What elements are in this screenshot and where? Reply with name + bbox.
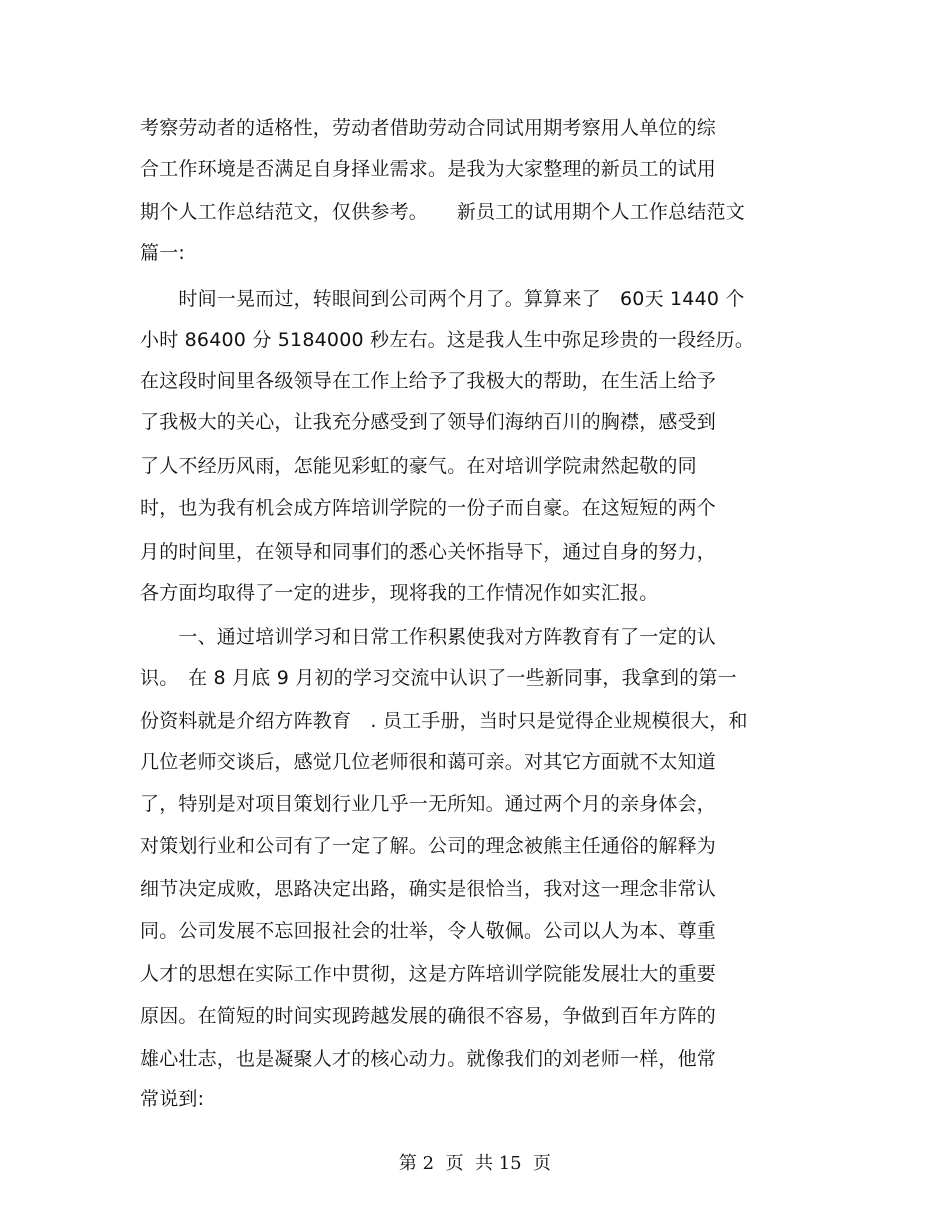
text-line: 时间一晃而过，转眼间到公司两个月了。算算来了 60天 1440 个 (140, 288, 745, 310)
text-line: 人才的思想在实际工作中贯彻，这是方阵培训学院能发展壮大的重要 (140, 963, 717, 985)
text-line: 份资料就是介绍方阵教育 . 员工手册，当时只是觉得企业规模很大，和 (140, 710, 748, 732)
text-line: 月的时间里，在领导和同事们的悉心关怀指导下，通过自身的努力， (140, 541, 717, 563)
text-line: 小时 86400 分 5184000 秒左右。这是我人生中弥足珍贵的一段经历。 (140, 329, 755, 351)
text-line: 原因。在简短的时间实现跨越发展的确很不容易，争做到百年方阵的 (140, 1005, 717, 1027)
text-line: 雄心壮志，也是凝聚人才的核心动力。就像我们的刘老师一样，他常 (140, 1048, 717, 1070)
text-line: 了我极大的关心，让我充分感受到了领导们海纳百川的胸襟，感受到 (140, 411, 717, 433)
text-line: 期个人工作总结范文，仅供参考。 新员工的试用期个人工作总结范文 (140, 201, 745, 223)
text-line: 几位老师交谈后，感觉几位老师很和蔼可亲。对其它方面就不太知道 (140, 751, 717, 773)
text-line: 识。 在 8 月底 9 月初的学习交流中认识了一些新同事，我拿到的第一 (140, 667, 737, 689)
text-line: 了人不经历风雨，怎能见彩虹的豪气。在对培训学院肃然起敬的同 (140, 455, 697, 477)
text-line: 一、通过培训学习和日常工作积累使我对方阵教育有了一定的认 (140, 626, 717, 648)
text-line: 考察劳动者的适格性，劳动者借助劳动合同试用期考察用人单位的综 (140, 117, 717, 139)
page-number-footer: 第 2 页 共 15 页 (398, 1153, 552, 1174)
text-line: 时，也为我有机会成方阵培训学院的一份子而自豪。在这短短的两个 (140, 497, 717, 519)
text-line: 各方面均取得了一定的进步，现将我的工作情况作如实汇报。 (140, 582, 659, 604)
text-line: 了，特别是对项目策划行业几乎一无所知。通过两个月的亲身体会， (140, 793, 717, 815)
text-line: 合工作环境是否满足自身择业需求。是我为大家整理的新员工的试用 (140, 158, 717, 180)
text-line: 同。公司发展不忘回报社会的壮举，令人敬佩。公司以人为本、尊重 (140, 920, 717, 942)
text-line: 对策划行业和公司有了一定了解。公司的理念被熊主任通俗的解释为 (140, 835, 717, 857)
text-line: 常说到: (140, 1088, 205, 1110)
text-line: 在这段时间里各级领导在工作上给予了我极大的帮助，在生活上给予 (140, 370, 717, 392)
text-line: 细节决定成败，思路决定出路，确实是很恰当，我对这一理念非常认 (140, 878, 717, 900)
text-line: 篇一: (140, 242, 186, 264)
